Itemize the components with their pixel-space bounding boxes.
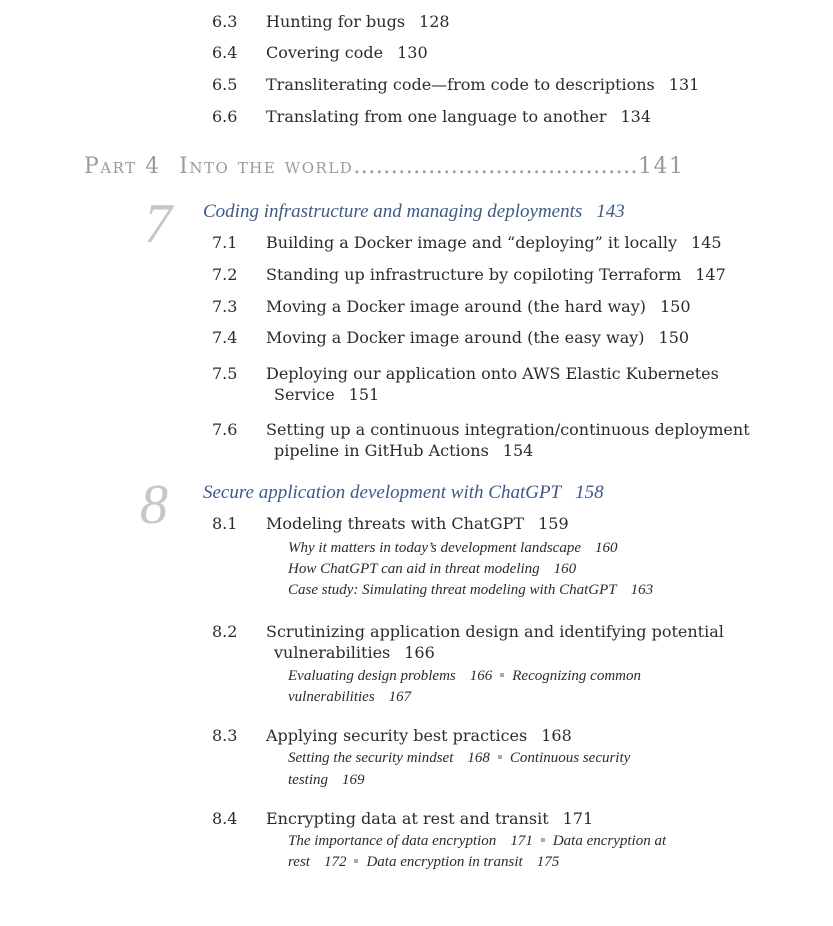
subsection-title: Case study: Simulating threat modeling with ChatGPT [288,582,617,598]
page-number: 128 [419,12,450,31]
part-label: Part 4 [84,154,161,179]
section-title: Translating from one language to another [266,107,607,126]
section-number: 7.1 [212,233,238,252]
section-entry[interactable] [266,420,750,439]
section-number: 7.2 [212,265,238,284]
subsection-line[interactable] [288,772,365,789]
section-title: Applying security best practices [266,726,528,745]
chapter-page: 158 [575,482,604,503]
part-title: Into the world [179,154,354,179]
bullet-separator [498,755,502,759]
subsection-line[interactable] [288,854,559,871]
section-entry[interactable] [266,233,722,252]
subsection-title: The importance of data encryption [288,833,497,849]
section-entry-continued[interactable] [274,441,533,460]
section-entry-continued[interactable] [274,385,379,404]
page-number: 160 [595,540,618,556]
section-entry[interactable] [266,107,651,126]
section-entry[interactable] [266,514,569,533]
page-number: 168 [541,726,572,745]
chapter-title-text: Secure application development with ChatGPT [203,482,562,503]
bullet-separator [354,859,358,863]
section-title-line1: Deploying our application onto AWS Elastic Kubernetes [266,364,719,383]
section-title: Standing up infrastructure by copiloting Terraform [266,265,682,284]
subsection-title-continued: rest [288,854,310,870]
section-title-line1: Scrutinizing application design and identifying potential [266,622,724,641]
subsection-line[interactable] [288,833,666,850]
section-entry[interactable] [266,75,699,94]
chapter-page: 143 [596,201,625,222]
section-entry[interactable] [266,297,691,316]
section-title-line2: Service [274,385,335,404]
section-number: 7.4 [212,328,238,347]
page-number: 151 [348,385,380,404]
bullet-separator [541,838,545,842]
page-number: 159 [538,514,569,533]
section-entry[interactable] [266,726,572,745]
section-entry[interactable] [266,622,724,641]
page-number: 131 [668,75,700,94]
page-number: 150 [658,328,690,347]
subsection-line[interactable] [288,750,630,767]
section-title: Modeling threats with ChatGPT [266,514,525,533]
section-title: Moving a Docker image around (the easy way) [266,328,645,347]
page-number: 169 [342,772,365,788]
subsection-entry[interactable] [288,582,653,599]
section-title: Encrypting data at rest and transit [266,809,549,828]
part-page: 141 [638,154,685,179]
bullet-separator [500,673,504,677]
subsection-title: How ChatGPT can aid in threat modeling [288,561,540,577]
section-number: 7.5 [212,364,238,383]
subsection-title: Evaluating design problems [288,668,456,684]
section-title-line2: vulnerabilities [274,643,391,662]
chapter-number: 8 [140,474,168,536]
section-entry-continued[interactable] [274,643,435,662]
part-heading[interactable] [84,154,685,179]
section-title: Transliterating code—from code to descriptions [266,75,655,94]
section-number: 6.3 [212,12,238,31]
section-entry[interactable] [266,43,428,62]
section-number: 8.3 [212,726,238,745]
section-entry[interactable] [266,364,719,383]
section-number: 7.6 [212,420,238,439]
section-number: 6.5 [212,75,238,94]
subsection-title: Why it matters in today’s development landscape [288,540,581,556]
section-entry[interactable] [266,328,689,347]
page-number: 168 [467,750,490,766]
section-entry[interactable] [266,809,593,828]
page-number: 150 [660,297,691,316]
page-number: 166 [404,643,435,662]
chapter-title-text: Coding infrastructure and managing deployments [203,201,583,222]
subsection-entry[interactable] [288,540,618,557]
section-number: 6.6 [212,107,238,126]
subsection-entry[interactable] [288,561,576,578]
section-title: Building a Docker image and “deploying” it locally [266,233,678,252]
leader-dots: ...................................... [353,154,639,179]
chapter-title[interactable] [203,482,604,504]
page-number: 172 [323,854,347,870]
subsection-line[interactable] [288,689,411,706]
chapter-number: 7 [144,193,172,255]
subsection-title-continued: vulnerabilities [288,689,375,705]
page-number: 175 [536,854,560,870]
section-title: Moving a Docker image around (the hard way) [266,297,646,316]
subsection-title: Continuous security [509,750,631,766]
page-number: 154 [502,441,534,460]
section-entry[interactable] [266,12,450,31]
subsection-title-continued: testing [288,772,328,788]
page-number: 134 [620,107,652,126]
page-number: 147 [695,265,726,284]
subsection-title: Data encryption at [552,833,667,849]
subsection-title: Setting the security mindset [288,750,454,766]
subsection-title: Recognizing common [512,668,641,684]
section-number: 8.2 [212,622,238,641]
section-title-line2: pipeline in GitHub Actions [274,441,489,460]
section-number: 8.4 [212,809,238,828]
page-number: 163 [630,582,654,598]
section-number: 7.3 [212,297,238,316]
subsection-line[interactable] [288,668,641,685]
section-entry[interactable] [266,265,726,284]
section-number: 8.1 [212,514,238,533]
page-number: 160 [553,561,577,577]
page-number: 130 [397,43,428,62]
subsection-title: Data encryption in transit [366,854,523,870]
section-number: 6.4 [212,43,238,62]
section-title-line1: Setting up a continuous integration/continuous deployment [266,420,750,439]
section-title: Covering code [266,43,384,62]
page-number: 167 [388,689,412,705]
page-number: 171 [562,809,594,828]
page-number: 171 [510,833,533,849]
page-number: 145 [691,233,722,252]
page-number: 166 [469,668,493,684]
section-title: Hunting for bugs [266,12,406,31]
chapter-title[interactable] [203,201,625,223]
